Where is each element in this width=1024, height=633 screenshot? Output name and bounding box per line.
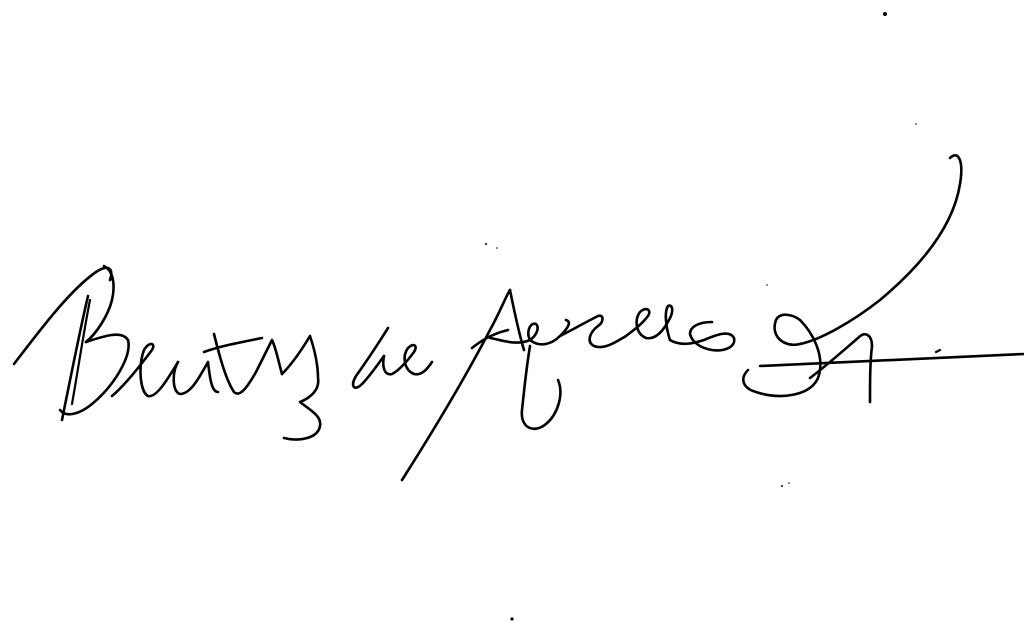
signature-word-beatriz	[112, 334, 320, 440]
signature-word-sa	[743, 155, 1024, 402]
signature-word-azevedo	[402, 290, 734, 480]
ink-specks	[485, 12, 917, 621]
signature-word-de	[353, 328, 432, 388]
